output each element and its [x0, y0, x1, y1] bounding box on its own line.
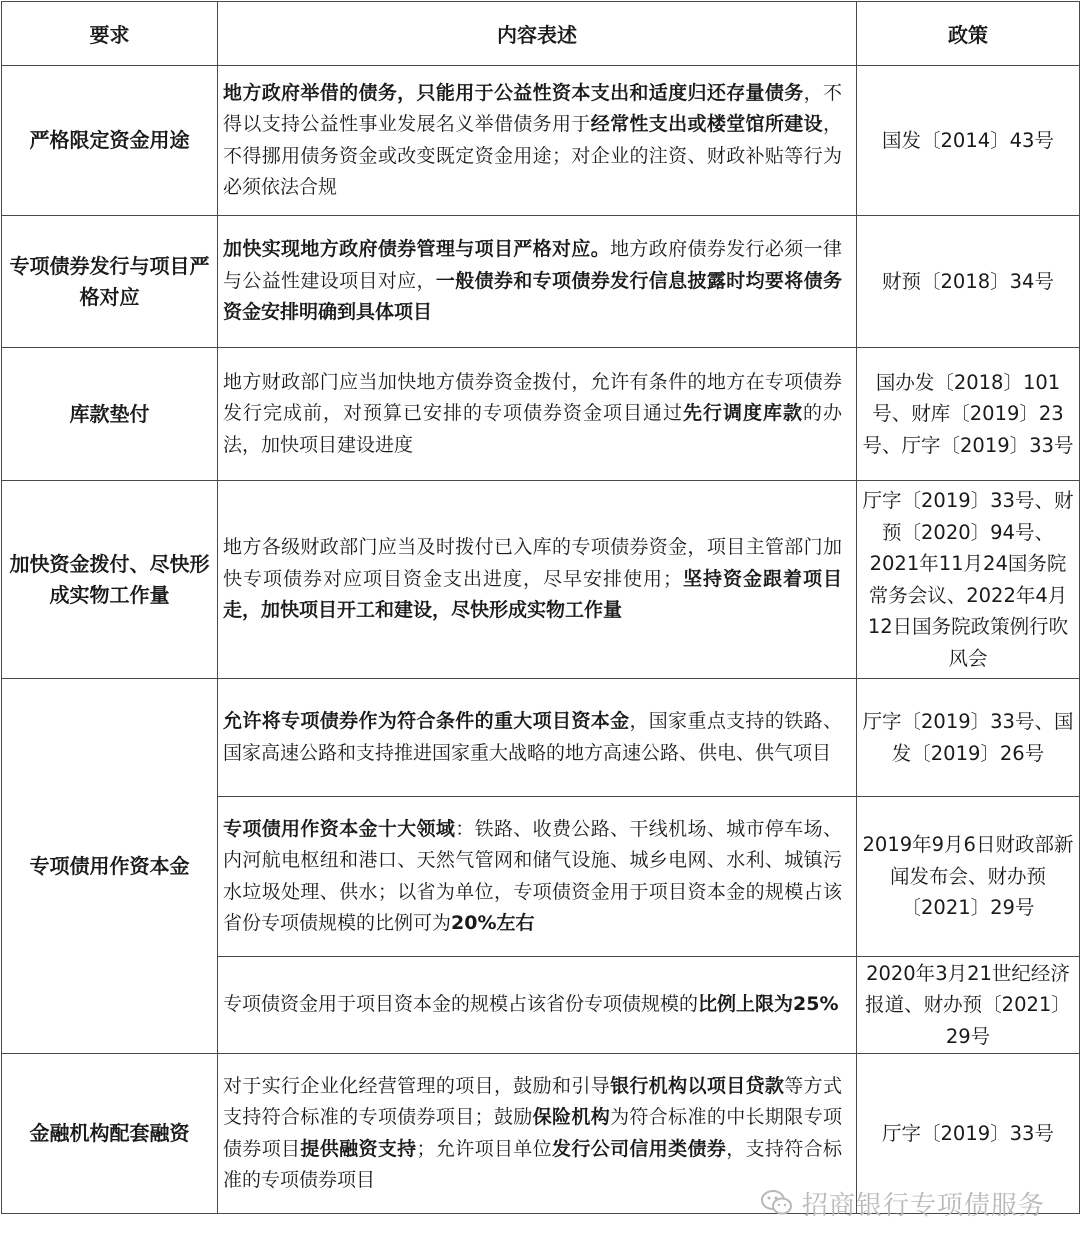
content-text: 为符合标准的中长期限专项债券项目 — [223, 1106, 842, 1160]
content-text: 地方财政部门应当加快地方债券资金拨付，允许有条件的地方在专项债券发行完成前，对预算已安排的专项债券资金项目通过 — [223, 370, 842, 425]
header-content: 内容表述 — [218, 2, 857, 66]
content-text: ，不得以支持公益性事业发展名义举借债务用于 — [223, 81, 842, 135]
requirement-cell: 专项债用作资本金 — [2, 679, 218, 1054]
content-text: 专项债资金用于项目资本金的规模占该省份专项债规模的 — [223, 993, 699, 1016]
content-cell — [218, 797, 857, 957]
header-row — [2, 2, 1080, 66]
policy-cell: 财预〔2018〕34号 — [857, 216, 1080, 348]
policy-cell: 厅字〔2019〕33号 — [857, 1054, 1080, 1214]
requirement-cell: 库款垫付 — [2, 348, 218, 481]
content-text: ：铁路、收费公路、干线机场、城市停车场、内河航电枢纽和港口、天然气管网和储气设施、城乡电网、水利、城镇污水垃圾处理、供水；以省为单位，专项债资金用于项目资本金的规模占该省份专项债规模的比例可为 — [223, 817, 842, 934]
emphasis-text: 提供融资支持 — [300, 1137, 417, 1160]
content-text: ，支持符合标准的专项债券项目 — [223, 1137, 842, 1191]
policy-cell: 厅字〔2019〕33号、国发〔2019〕26号 — [857, 679, 1080, 797]
policy-cell: 厅字〔2019〕33号、财预〔2020〕94号、2021年11月24国务院常务会议、2022年4月12日国务院政策例行吹风会 — [857, 481, 1080, 679]
emphasis-text: 比例上限为25% — [698, 993, 839, 1016]
emphasis-text: 银行机构以项目贷款 — [610, 1074, 785, 1097]
content-text: 地方各级财政部门应当及时拨付已入库的专项债券资金，项目主管部门加快专项债券对应项目资金支出进度，尽早安排使用； — [223, 536, 842, 590]
emphasis-text: 一般债券和专项债券发行信息披露时均要将债务资金安排明确到具体项目 — [223, 269, 842, 324]
content-text: ，国家重点支持的铁路、国家高速公路和支持推进国家重大战略的地方高速公路、供电、供气项目 — [223, 710, 842, 764]
emphasis-text: 专项债用作资本金十大领域 — [223, 817, 456, 840]
emphasis-text: 先行调度库款 — [682, 402, 803, 425]
content-cell — [218, 957, 857, 1054]
emphasis-text: 发行公司信用类债券 — [552, 1137, 727, 1160]
watermark-text: 招商银行专项债服务 — [802, 1190, 1046, 1221]
policy-cell: 国发〔2014〕43号 — [857, 66, 1080, 216]
requirement-cell: 严格限定资金用途 — [2, 66, 218, 216]
content-text: ，不得挪用债务资金或改变既定资金用途；对企业的注资、财政补贴等行为必须依法合规 — [223, 113, 842, 198]
header-policy: 政策 — [857, 2, 1080, 66]
emphasis-text: 保险机构 — [532, 1106, 611, 1128]
wechat-icon — [760, 1189, 794, 1217]
content-text: 的办法，加快项目建设进度 — [223, 402, 842, 456]
table-row — [2, 348, 1080, 481]
policy-cell: 2019年9月6日财政部新闻发布会、财办预〔2021〕29号 — [857, 797, 1080, 957]
policy-cell: 2020年3月21世纪经济报道、财办预〔2021〕29号 — [857, 957, 1080, 1054]
content-cell — [218, 679, 857, 797]
table-row — [2, 66, 1080, 216]
policy-cell: 国办发〔2018〕101号、财库〔2019〕23号、厅字〔2019〕33号 — [857, 348, 1080, 481]
requirement-cell: 加快资金拨付、尽快形成实物工作量 — [2, 481, 218, 679]
requirement-cell: 专项债券发行与项目严格对应 — [2, 216, 218, 348]
content-text: 地方政府债券发行必须一律与公益性建设项目对应， — [223, 238, 842, 292]
emphasis-text: 20%左右 — [451, 912, 535, 934]
requirement-cell: 金融机构配套融资 — [2, 1054, 218, 1214]
content-text: ；允许项目单位 — [416, 1137, 553, 1160]
policy-table — [1, 1, 1080, 1214]
content-text: 等方式支持符合标准的专项债券项目；鼓励 — [223, 1074, 842, 1128]
content-cell — [218, 216, 857, 348]
table-row — [2, 679, 1080, 797]
header-requirement: 要求 — [2, 2, 218, 66]
table-row — [2, 481, 1080, 679]
emphasis-text: 经常性支出或楼堂馆所建设 — [590, 113, 823, 135]
emphasis-text: 加快实现地方政府债券管理与项目严格对应。 — [223, 238, 611, 261]
emphasis-text: 坚持资金跟着项目走，加快项目开工和建设，尽快形成实物工作量 — [223, 567, 842, 622]
content-cell — [218, 481, 857, 679]
emphasis-text: 地方政府举借的债务，只能用于公益性资本支出和适度归还存量债务 — [223, 81, 804, 104]
watermark — [760, 1183, 1045, 1223]
content-cell — [218, 66, 857, 216]
content-cell — [218, 348, 857, 481]
content-text: 对于实行企业化经营管理的项目，鼓励和引导 — [223, 1074, 611, 1097]
emphasis-text: 允许将专项债券作为符合条件的重大项目资本金 — [223, 710, 630, 732]
table-row — [2, 216, 1080, 348]
